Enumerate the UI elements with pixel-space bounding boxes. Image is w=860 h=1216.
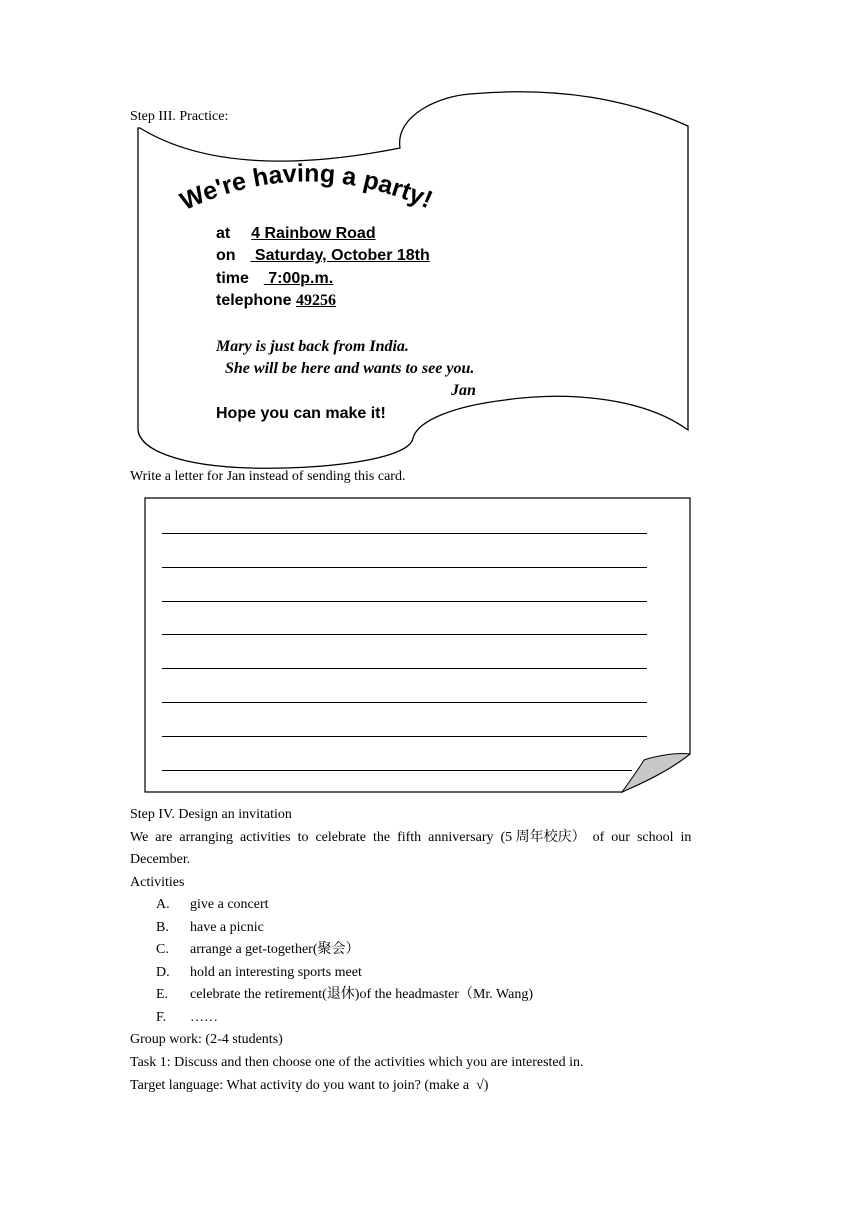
card-on-row (216, 247, 430, 265)
step4-intro-line1: We are arranging activities to celebrate the fifth anniversary (5 周年校庆） of our school in (130, 830, 692, 845)
writing-line (162, 736, 647, 737)
card-signature: Jan (451, 382, 476, 399)
card-tel-row (216, 292, 336, 310)
target-language: Target language: What activity do you want to join? (make a √) (130, 1078, 489, 1093)
list-item-text: hold an interesting sports meet (190, 965, 362, 980)
list-item-letter: B. (156, 920, 169, 935)
card-message-line1: Mary is just back from India. (216, 338, 409, 355)
writing-line (162, 702, 647, 703)
activities-label: Activities (130, 875, 185, 890)
writing-line (162, 567, 647, 568)
on-label: on (216, 247, 236, 264)
group-work: Group work: (2-4 students) (130, 1032, 283, 1047)
list-item-text: celebrate the retirement(退休)of the headmaster（Mr. Wang) (190, 987, 534, 1002)
list-item-text: give a concert (190, 897, 269, 912)
letter-instruction: Write a letter for Jan instead of sending this card. (130, 469, 406, 484)
writing-line (162, 634, 647, 635)
list-item (0, 941, 860, 961)
list-item (0, 896, 860, 916)
time-value: 7:00p.m. (263, 270, 334, 287)
list-item-text: …… (190, 1010, 218, 1025)
step3-heading: Step III. Practice: (130, 109, 229, 124)
list-item-letter: D. (156, 965, 170, 980)
list-item (0, 919, 860, 939)
tel-value: 49256 (296, 292, 337, 309)
on-value: Saturday, October 18th (250, 247, 430, 264)
card-at-row (216, 225, 376, 243)
svg-text:We're having a party! (176, 159, 437, 215)
list-item (0, 1009, 860, 1029)
card-message-line2: She will be here and wants to see you. (225, 360, 475, 377)
list-item-letter: A. (156, 897, 170, 912)
at-label: at (216, 225, 231, 242)
writing-line (162, 770, 632, 771)
list-item-letter: F. (156, 1010, 167, 1025)
list-item-letter: C. (156, 942, 169, 957)
writing-line (162, 668, 647, 669)
list-item-text: arrange a get-together(聚会） (190, 942, 360, 957)
writing-line (162, 601, 647, 602)
writing-line (162, 533, 647, 534)
list-item (0, 964, 860, 984)
time-label: time (216, 270, 249, 287)
step4-intro-line2: December. (130, 852, 191, 867)
task1: Task 1: Discuss and then choose one of the activities which you are interested in. (130, 1055, 584, 1070)
list-item (0, 986, 860, 1006)
step4-heading: Step IV. Design an invitation (130, 807, 292, 822)
card-closing: Hope you can make it! (216, 405, 386, 422)
card-time-row (216, 270, 333, 288)
at-value: 4 Rainbow Road (251, 225, 376, 242)
tel-label: telephone (216, 292, 292, 309)
list-item-text: have a picnic (190, 920, 264, 935)
list-item-letter: E. (156, 987, 169, 1002)
party-title-text: We're having a party! (176, 159, 437, 216)
